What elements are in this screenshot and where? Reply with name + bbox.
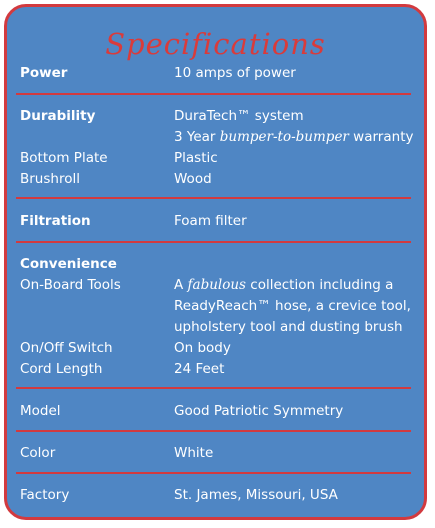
spec-label: Brushroll bbox=[20, 171, 80, 187]
spec-label: Durability bbox=[20, 108, 96, 124]
spec-value: 24 Feet bbox=[174, 361, 225, 377]
section-divider bbox=[16, 197, 411, 199]
section-divider bbox=[16, 472, 411, 474]
spec-value: On body bbox=[174, 340, 231, 356]
spec-value: upholstery tool and dusting brush bbox=[174, 319, 403, 335]
section-divider bbox=[16, 93, 411, 95]
spec-value: White bbox=[174, 445, 214, 461]
spec-value: DuraTech™ system bbox=[174, 108, 304, 124]
spec-value: Wood bbox=[174, 171, 212, 187]
value-emphasis: fabulous bbox=[187, 277, 246, 293]
spec-label: Color bbox=[20, 445, 56, 461]
value-text: warranty bbox=[348, 129, 414, 145]
value-text: 3 Year bbox=[174, 129, 220, 145]
spec-label: Factory bbox=[20, 487, 70, 503]
spec-label: Filtration bbox=[20, 213, 91, 229]
spec-label: Convenience bbox=[20, 256, 117, 272]
spec-label: Model bbox=[20, 403, 61, 419]
spec-value: 10 amps of power bbox=[174, 65, 296, 81]
card-title: Specifications bbox=[105, 27, 326, 61]
spec-value: ReadyReach™ hose, a crevice tool, bbox=[174, 298, 411, 314]
section-divider bbox=[16, 241, 411, 243]
spec-label: Bottom Plate bbox=[20, 150, 108, 166]
value-text: A bbox=[174, 277, 188, 293]
spec-value: Foam filter bbox=[174, 213, 247, 229]
section-divider bbox=[16, 387, 411, 389]
spec-label: Cord Length bbox=[20, 361, 103, 377]
spec-value: Good Patriotic Symmetry bbox=[174, 403, 344, 419]
spec-value: Plastic bbox=[174, 150, 218, 166]
value-text: collection including a bbox=[245, 277, 394, 293]
spec-label: On/Off Switch bbox=[20, 340, 113, 356]
spec-value bbox=[174, 127, 413, 148]
spec-value bbox=[174, 275, 393, 296]
value-emphasis: bumper-to-bumper bbox=[219, 129, 349, 145]
spec-label: Power bbox=[20, 65, 68, 81]
spec-value: St. James, Missouri, USA bbox=[174, 487, 338, 503]
section-divider bbox=[16, 430, 411, 432]
spec-label: On-Board Tools bbox=[20, 277, 121, 293]
